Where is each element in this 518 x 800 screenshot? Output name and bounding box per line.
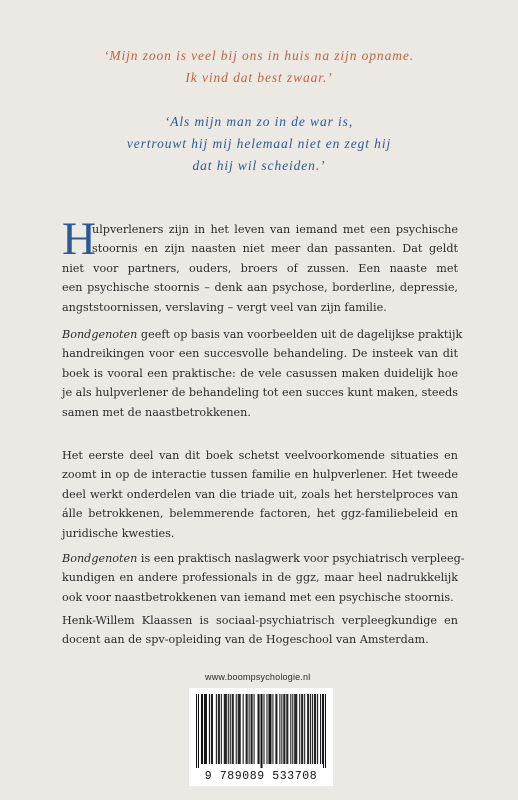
barcode-bar	[221, 694, 222, 764]
paragraph-intro	[62, 213, 458, 317]
barcode-bar	[226, 694, 227, 764]
text-line: deel werkt onderdelen van die triade uit, zoals het herstelproces van	[62, 487, 458, 501]
text-line: boek is vooral een praktische: de vele casussen maken duidelijk hoe	[62, 366, 458, 380]
barcode-bar	[201, 694, 202, 764]
barcode-bar	[283, 694, 284, 764]
barcode-bar	[263, 694, 264, 764]
barcode-bar	[251, 694, 252, 764]
text-line: een psychische stoornis – denk aan psychose, borderline, depressie,	[62, 281, 458, 295]
quote-line: ‘Mijn zoon is veel bij ons in huis na zijn opname.	[103, 48, 415, 63]
barcode-bar	[320, 694, 321, 764]
barcode-bar	[307, 694, 308, 764]
barcode-bar	[224, 694, 225, 764]
text-line: kundigen en andere professionals in de ggz, maar heel nadrukkelijk	[62, 571, 458, 585]
barcode-bar	[302, 694, 303, 764]
barcode-bar	[281, 694, 282, 764]
text-fragment: geeft op basis van voorbeelden uit de dagelijkse praktijk	[137, 328, 463, 341]
barcode-bar	[301, 694, 302, 764]
paragraph-bondgenoten	[62, 325, 463, 422]
barcode-bar	[286, 694, 287, 764]
barcode-bar	[261, 694, 262, 768]
text-line: Henk-Willem Klaassen is sociaal-psychiatrisch verpleegkundige en	[62, 614, 458, 627]
text-line	[62, 549, 465, 568]
barcode-bar	[232, 694, 233, 764]
barcode-bar	[269, 694, 270, 764]
barcode-bar	[317, 694, 318, 764]
book-title: Bondgenoten	[62, 552, 138, 565]
barcode-bar	[287, 694, 288, 764]
barcode-bars	[196, 694, 326, 768]
text-line: niet voor partners, ouders, broers of zussen. Een naaste met	[62, 261, 458, 275]
barcode-bar	[275, 694, 276, 764]
quote-line: dat hij wil scheiden.’	[192, 158, 326, 173]
barcode-bar	[266, 694, 267, 764]
barcode-bar	[310, 694, 311, 764]
quote-blue	[0, 111, 518, 177]
barcode-bar	[230, 694, 231, 764]
barcode-bar	[243, 694, 244, 764]
barcode-bar	[254, 694, 255, 764]
barcode-bar	[240, 694, 241, 764]
barcode-bar	[198, 694, 199, 768]
barcode-bar	[202, 694, 203, 764]
barcode-bar	[249, 694, 250, 764]
barcode-bar	[315, 694, 316, 764]
paragraph-contents	[62, 446, 458, 543]
text-line: ook voor naastbetrokkenen van iemand met een psychische stoornis.	[62, 590, 454, 604]
text-line: docent aan de spv-opleiding van de Hogeschool van Amsterdam.	[62, 633, 429, 647]
quote-line: Ik vind dat best zwaar.’	[185, 70, 333, 85]
barcode-bar	[296, 694, 297, 764]
text-line: juridische kwesties.	[62, 526, 175, 540]
quote-orange	[0, 45, 518, 89]
barcode-bar	[225, 694, 226, 764]
text-line: samen met de naastbetrokkenen.	[62, 405, 251, 419]
barcode-bar	[216, 694, 217, 764]
barcode-bar	[212, 694, 213, 764]
barcode-bar	[270, 694, 271, 764]
paragraph-audience	[62, 549, 465, 607]
barcode-bar	[272, 694, 273, 764]
barcode-bar	[323, 694, 324, 768]
barcode-bar	[308, 694, 309, 764]
text-line: ulpverleners zijn in het leven van iemand met een psychische	[92, 223, 458, 236]
book-title: Bondgenoten	[62, 328, 138, 341]
barcode-bar	[299, 694, 300, 764]
text-line: handreikingen voor een succesvolle behandeling. De insteek van dit	[62, 347, 458, 361]
barcode-bar	[204, 694, 205, 764]
publisher-website: www.boompsychologie.nl	[205, 672, 311, 682]
paragraph-author	[62, 611, 458, 650]
text-line: zoomt in op de interactie tussen familie en hulpverlener. Het tweede	[62, 468, 458, 482]
barcode-bar	[205, 694, 206, 764]
text-line	[62, 325, 463, 344]
quote-line: ‘Als mijn man zo in de war is,	[164, 114, 354, 129]
barcode-bar	[259, 694, 260, 764]
barcode-bar	[258, 694, 259, 764]
barcode-bar	[211, 694, 212, 764]
barcode-bar	[252, 694, 253, 764]
barcode-bar	[218, 694, 219, 764]
text-fragment: is een praktisch naslagwerk voor psychiatrisch verpleeg-	[137, 552, 465, 565]
barcode-bar	[290, 694, 291, 764]
barcode-bar	[325, 694, 326, 768]
barcode-bar	[322, 694, 323, 764]
barcode-bar	[239, 694, 240, 764]
barcode-bar	[238, 694, 239, 764]
barcode-bar	[233, 694, 234, 764]
barcode-bar	[196, 694, 197, 768]
text-line: angststoornissen, verslaving – vergt veel van zijn familie.	[62, 300, 387, 314]
barcode-bar	[206, 694, 207, 764]
text-line: álle betrokkenen, belemmerende factoren, het ggz-familiebeleid en	[62, 507, 458, 521]
barcode-bar	[246, 694, 247, 764]
barcode-bar	[312, 694, 313, 764]
barcode-bar	[314, 694, 315, 764]
text-line: je als hulpverlener de behandeling tot een succes kunt maken, steeds	[62, 386, 458, 400]
barcode-bar	[294, 694, 295, 764]
barcode-bar	[279, 694, 280, 764]
barcode-bar	[295, 694, 296, 764]
text-line: stoornis en zijn naasten niet meer dan passanten. Dat geldt	[92, 242, 458, 256]
barcode-bar	[262, 694, 263, 768]
drop-cap: H	[62, 213, 96, 265]
text-line: Het eerste deel van dit boek schetst veelvoorkomende situaties en	[62, 449, 458, 462]
quote-line: vertrouwt hij mij helemaal niet en zegt hij	[126, 136, 392, 151]
barcode-bar	[284, 694, 285, 764]
barcode-bar	[236, 694, 237, 764]
isbn-number: 9 789089 533708	[204, 770, 318, 783]
barcode-bar	[247, 694, 248, 764]
barcode-bar	[304, 694, 305, 764]
barcode-bar	[276, 694, 277, 764]
barcode	[189, 688, 333, 786]
barcode-bar	[228, 694, 229, 764]
barcode-bar	[268, 694, 269, 764]
barcode-bar	[209, 694, 210, 764]
barcode-bar	[292, 694, 293, 764]
barcode-bar	[219, 694, 220, 764]
